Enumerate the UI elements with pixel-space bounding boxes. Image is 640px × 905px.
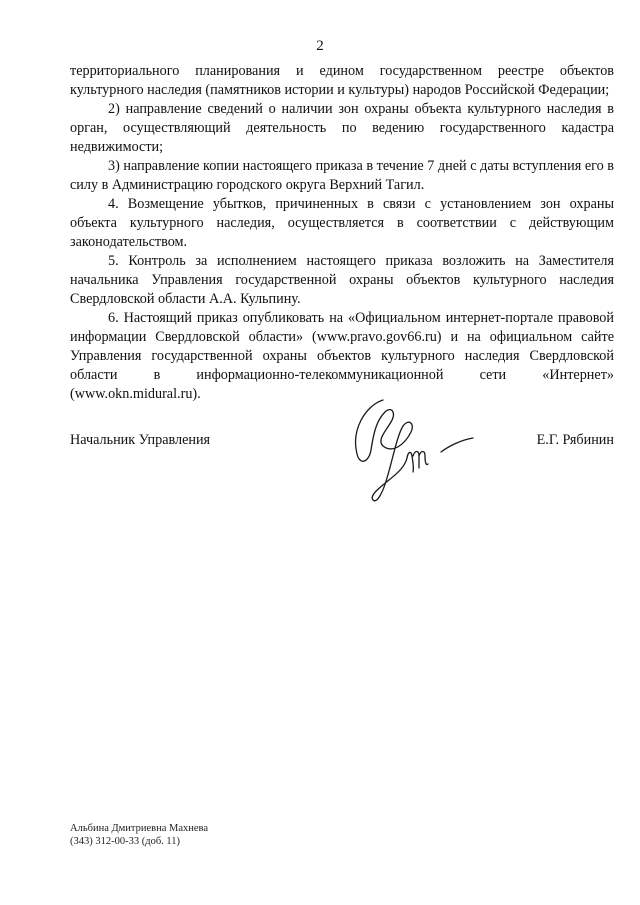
page-number: 2 xyxy=(316,38,324,54)
signature-block xyxy=(70,432,614,452)
executor-info xyxy=(70,822,208,848)
paragraph-clause-5: 5. Контроль за исполнением настоящего приказа возложить на Заместителя начальника Управления государственной охраны объектов культурного наследия Свердловской области А.А. Кульпину. xyxy=(70,253,614,307)
executor-name: Альбина Дмитриевна Махнева xyxy=(70,823,209,834)
executor-phone: (343) 312-00-33 (доб. 11) xyxy=(70,836,181,847)
signer-position: Начальник Управления xyxy=(70,432,211,448)
paragraph-item-3: 3) направление копии настоящего приказа в течение 7 дней с даты вступления его в силу в Администрацию городского округа Верхний Тагил. xyxy=(70,158,614,193)
document-body xyxy=(70,62,614,404)
handwritten-signature xyxy=(345,392,485,517)
signer-name: Е.Г. Рябинин xyxy=(536,432,614,448)
paragraph-clause-4: 4. Возмещение убытков, причиненных в связи с установлением зон охраны объекта культурного наследия, осуществляется в соответствии с действующим законодательством. xyxy=(70,196,614,250)
paragraph-continuation: территориального планирования и едином государственном реестре объектов культурного наследия (памятников истории и культуры) народов Российской Федерации; xyxy=(70,63,614,98)
paragraph-item-2: 2) направление сведений о наличии зон охраны объекта культурного наследия в орган, осуществляющий деятельность по ведению государственного кадастра недвижимости; xyxy=(70,101,614,155)
paragraph-clause-6: 6. Настоящий приказ опубликовать на «Официальном интернет-портале правовой информации Свердловской области» (www.pravo.gov66.ru) и на официальном сайте Управления государственной охраны объектов культурного наследия Свердловской области в информационно-телекоммуникационной сети «Интернет» (www.okn.midural.ru). xyxy=(70,310,614,402)
